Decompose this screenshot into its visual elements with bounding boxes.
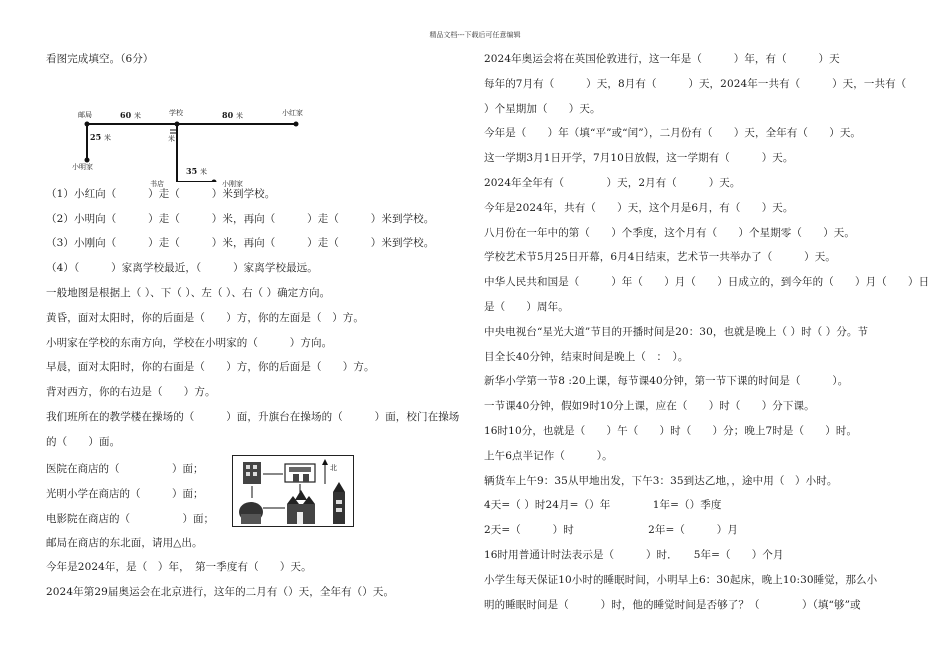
question-line: ）个星期加（ ）天。 xyxy=(484,102,601,115)
shop-direction-question xyxy=(46,461,468,531)
question-line: 今年是2024年，共有（ ）天，这个月是6月，有（ ）天。 xyxy=(484,201,794,214)
question-line: 小明家在学校的东南方向，学校在小明家的（ ）方向。 xyxy=(46,336,333,349)
buildings-picture xyxy=(232,455,354,527)
north-label: 北 xyxy=(330,463,337,472)
dist-school-xiaohong: 80 米 xyxy=(222,109,243,120)
label-xiaoming-home: 小明家 xyxy=(72,162,93,171)
post-office-dot xyxy=(85,121,90,126)
question-line: 4天=（ ）时24月=（）年 1年=（）季度 xyxy=(484,499,722,512)
question-school: 光明小学在商店的（ ）面； xyxy=(46,487,204,500)
label-bookstore: 书店 xyxy=(150,179,164,188)
question-line: 黄昏，面对太阳时，你的后面是（ ）方，你的左面是（ ）方。 xyxy=(46,311,364,324)
question-line: 2024年全年有（ ）天，2月有（ ）天。 xyxy=(484,176,741,189)
question-line: 这一学期3月1日开学，7月10日放假，这一学期有（ ）天。 xyxy=(484,152,794,165)
question-line: 一般地图是根据上（ ）、下（ ）、左（ ）、右（ ）确定方向。 xyxy=(46,286,331,299)
question-line: （1）小红向（ ）走（ ）米到学校。 xyxy=(46,187,276,200)
dist-post-xiaoming: 25 米 xyxy=(90,131,111,142)
label-school-mark: 米 xyxy=(168,134,175,143)
label-post-office: 邮局 xyxy=(78,110,92,119)
question-line: 今年是2024年，是（ ）年， 第一季度有（ ）天。 xyxy=(46,561,312,574)
xiaogang-dot xyxy=(212,179,217,182)
question-line: （2）小明向（ ）走（ ）米，再向（ ）走（ ）米到学校。 xyxy=(46,212,435,225)
question-line: 目全长40分钟，结束时间是晚上（ ： ）。 xyxy=(484,350,689,363)
question-line: 我们班所在的教学楼在操场的（ ）面，升旗台在操场的（ ）面，校门在操场 xyxy=(46,410,460,423)
question-line: 新华小学第一节8 :20上课，每节课40分钟，第一节下课的时间是（ ）。 xyxy=(484,375,849,388)
question-line: 2天=（ ）时 2年=（ ）月 xyxy=(484,524,738,537)
label-xiaogang-home: 小刚家 xyxy=(222,179,243,188)
label-xiaohong-home: 小红家 xyxy=(282,108,303,117)
question-line: 的（ ）面。 xyxy=(46,435,121,448)
question-line: 背对西方，你的右边是（ ）方。 xyxy=(46,386,216,399)
school-dot xyxy=(175,121,180,126)
dist-bookstore-xiaogang: 35 米 xyxy=(186,165,207,176)
page-header: 精品文档---下载后可任意编辑 xyxy=(429,31,521,39)
question-line: 16时用普通计时法表示是（ ）时． 5年=（ ）个月 xyxy=(484,548,784,561)
question-line: 16时10分，也就是（ ）午（ ）时（ ）分；晚上7时是（ ）时。 xyxy=(484,424,858,437)
question-line: 上午6点半记作（ ）。 xyxy=(484,449,613,462)
question-line: 小学生每天保证10小时的睡眠时间，小明早上6：30起床，晚上10:30睡觉，那么小 xyxy=(484,573,878,586)
question-line: 早晨，面对太阳时，你的右面是（ ）方，你的后面是（ ）方。 xyxy=(46,361,375,374)
question-cinema: 电影院在商店的（ ）面； xyxy=(46,512,214,525)
xiaohong-dot xyxy=(294,121,299,126)
question-line: 2024年奥运会将在英国伦敦进行，这一年是（ ）年，有（ ）天 xyxy=(484,53,840,65)
question-line: 中央电视台“星光大道”节目的开播时间是20：30，也就是晚上（ ）时（ ）分。节 xyxy=(484,325,869,338)
dist-post-school: 60 米 xyxy=(120,109,141,120)
left-column xyxy=(46,53,468,611)
question-line: （4）（ ）家离学校最近，（ ）家离学校最远。 xyxy=(46,262,318,275)
question-line: 一节课40分钟，假如9时10分上课，应在（ ）时（ ）分下课。 xyxy=(484,400,815,413)
question-line: 邮局在商店的东北面，请用△出。 xyxy=(46,536,203,549)
question-line: （3）小刚向（ ）走（ ）米，再向（ ）走（ ）米到学校。 xyxy=(46,237,435,250)
label-school: 学校 xyxy=(169,108,183,117)
section-title: 看图完成填空。（6分） xyxy=(46,53,154,65)
buildings-illustration xyxy=(233,456,353,526)
question-line: 中华人民共和国是（ ）年（ ）月（ ）日成立的，到今年的（ ）月（ ）日 xyxy=(484,276,930,289)
question-line: 学校艺术节5月25日开幕，6月4日结束，艺术节一共举办了（ ）天。 xyxy=(484,251,836,264)
question-hospital: 医院在商店的（ ）面； xyxy=(46,462,204,475)
right-column xyxy=(484,53,930,623)
question-line: 是（ ）周年。 xyxy=(484,300,569,313)
question-line: 每年的7月有（ ）天，8月有（ ）天，2024年一共有（ ）天，一共有（ xyxy=(484,77,907,90)
route-map xyxy=(46,72,346,188)
question-line: 今年是（ ）年（填“平”或“闰”），二月份有（ ）天，全年有（ ）天。 xyxy=(484,127,862,140)
question-line: 明的睡眠时间是（ ）时，他的睡觉时间是否够了？（ ）（填“够”或 xyxy=(484,598,861,611)
question-line: 八月份在一年中的第（ ）个季度，这个月有（ ）个星期零（ ）天。 xyxy=(484,226,855,239)
question-line: 辆货车上午9：35从甲地出发，下午3：35到达乙地，，途中用（ ）小时。 xyxy=(484,474,838,487)
question-line: 2024年第29届奥运会在北京进行，这年的二月有（）天，全年有（）天。 xyxy=(46,586,395,599)
